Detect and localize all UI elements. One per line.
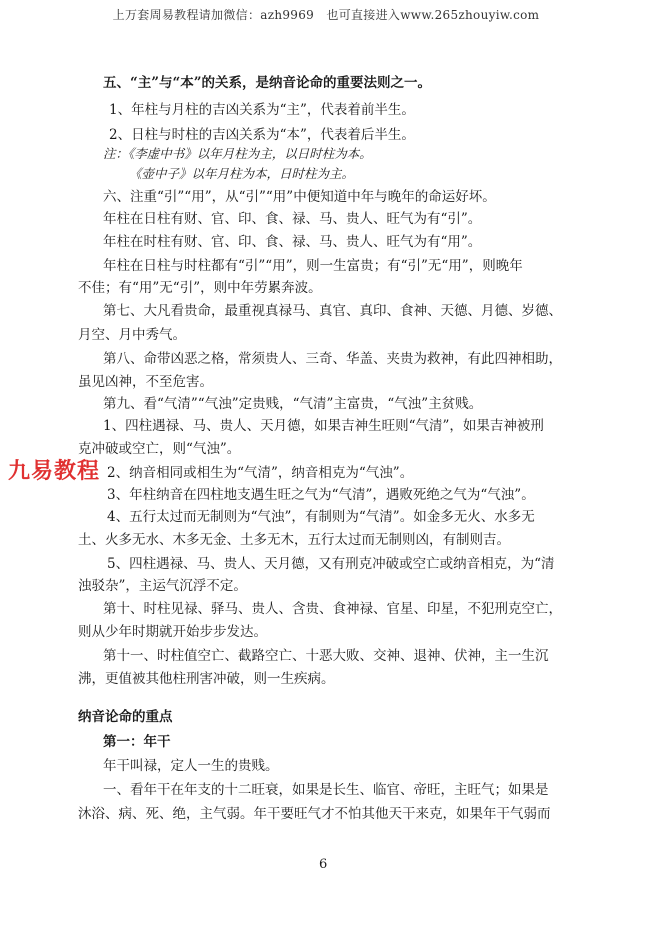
text-line: 第八、命带凶恶之格，常须贵人、三奇、华盖、夹贵为救神，有此四神相助， — [103, 351, 562, 367]
page-number: 6 — [319, 857, 328, 872]
text-line: 虽见凶神，不至危害。 — [78, 374, 213, 390]
text-line: 5、四柱遇禄、马、贵人、天月德，又有刑克冲破或空亡或纳音相克，为“清 — [107, 556, 555, 572]
text-line: 第七、大凡看贵命，最重视真禄马、真官、真印、食神、天德、月德、岁德、 — [103, 303, 562, 319]
text-line: 2、纳音相同或相生为“气清”，纳音相克为“气浊”。 — [107, 465, 414, 481]
text-line: 浊驳杂”，主运气沉浮不定。 — [78, 578, 247, 594]
note-line: 《壶中子》以年月柱为本，日时柱为主。 — [129, 166, 355, 181]
text-line: 第十、时柱见禄、驿马、贵人、含贵、食神禄、官星、印星，不犯刑克空亡， — [103, 601, 562, 617]
note-line: 注：《李虚中书》以年月柱为主，以日时柱为本。 — [103, 146, 372, 161]
text-line: 3、年柱纳音在四柱地支遇生旺之气为“气清”，遇败死绝之气为“气浊”。 — [107, 487, 535, 503]
section-heading: 纳音论命的重点 — [78, 709, 173, 725]
text-line: 月空、月中秀气。 — [78, 327, 186, 343]
watermark-text: 九易教程 — [8, 459, 101, 484]
text-line: 六、注重“引”“用”，从“引”“用”中便知道中年与晚年的命运好坏。 — [103, 189, 496, 205]
text-line: 沐浴、病、死、绝，主气弱。年干要旺气才不怕其他天干来克，如果年干气弱而 — [78, 806, 551, 822]
text-line: 一、看年干在年支的十二旺衰，如果是长生、临官、帝旺，主旺气；如果是 — [103, 782, 549, 798]
subsection-heading: 第一：年干 — [103, 734, 171, 750]
text-line: 五、“主”与“本”的关系，是纳音论命的重要法则之一。 — [103, 75, 432, 91]
text-line: 第十一、时柱值空亡、截路空亡、十恶大败、交神、退神、伏神，主一生沉 — [103, 648, 549, 664]
text-line: 沸，更值被其他柱刑害冲破，则一生疾病。 — [78, 671, 335, 687]
text-line: 克冲破或空亡，则“气浊”。 — [78, 441, 241, 457]
text-line: 第九、看“气清”“气浊”定贵贱，“气清”主富贵，“气浊”主贫贱。 — [103, 396, 483, 412]
text-line: 年柱在时柱有财、官、印、食、禄、马、贵人、旺气为有“用”。 — [103, 234, 482, 250]
text-line: 2、日柱与时柱的吉凶关系为“本”，代表着后半生。 — [109, 127, 415, 143]
text-line: 年干叫禄，定人一生的贵贱。 — [103, 758, 279, 774]
text-line: 则从少年时期就开始步步发达。 — [78, 624, 267, 640]
text-line: 1、年柱与月柱的吉凶关系为“主”，代表着前半生。 — [109, 102, 415, 118]
text-line: 不佳；有“用”无“引”，则中年劳累奔波。 — [78, 280, 322, 296]
text-line: 土、火多无水、木多无金、土多无木，五行太过而无制则凶，有制则吉。 — [78, 532, 510, 548]
text-line: 年柱在日柱有财、官、印、食、禄、马、贵人、旺气为有“引”。 — [103, 211, 482, 227]
page-header: 上万套周易教程请加微信：azh9969 也可直接进入www.265zhouyiw.com — [112, 8, 540, 22]
text-line: 4、五行太过而无制则为“气浊”，有制则为“气清”。如金多无火、水多无 — [107, 509, 535, 525]
text-line: 1、四柱遇禄、马、贵人、天月德，如果吉神生旺则“气清”，如果吉神被刑 — [103, 418, 544, 434]
text-line: 年柱在日柱与时柱都有“引”“用”，则一生富贵；有“引”无“用”，则晚年 — [103, 258, 523, 274]
